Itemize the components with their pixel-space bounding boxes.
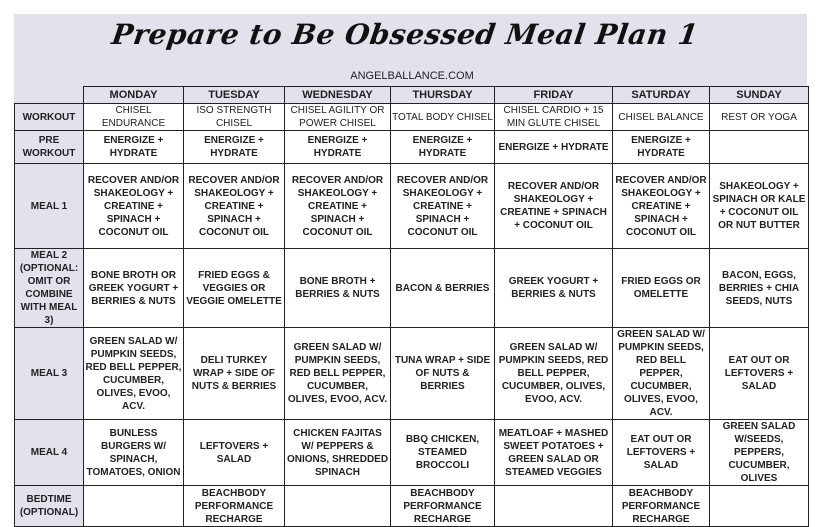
table-cell: ENERGIZE + HYDRATE xyxy=(613,131,710,164)
table-row xyxy=(15,164,809,249)
day-header-saturday: SATURDAY xyxy=(613,87,710,104)
table-cell: GREEN SALAD W/ PUMPKIN SEEDS, RED BELL PEPPER, CUCUMBER, OLIVES, EVOO, ACV. xyxy=(495,328,613,420)
table-cell: SHAKEOLOGY + SPINACH OR KALE + COCONUT OIL OR NUT BUTTER xyxy=(710,164,809,249)
corner-cell xyxy=(15,87,84,104)
table-cell: RECOVER AND/OR SHAKEOLOGY + CREATINE + SPINACH + COCONUT OIL xyxy=(285,164,391,249)
table-cell: CHISEL BALANCE xyxy=(613,104,710,131)
row-label: PRE WORKOUT xyxy=(15,131,84,164)
table-cell: BEACHBODY PERFORMANCE RECHARGE xyxy=(184,486,285,527)
table-cell: GREEK YOGURT + BERRIES & NUTS xyxy=(495,249,613,328)
table-cell: ISO STRENGTH CHISEL xyxy=(184,104,285,131)
table-row xyxy=(15,486,809,527)
table-cell: BEACHBODY PERFORMANCE RECHARGE xyxy=(613,486,710,527)
table-cell xyxy=(495,486,613,527)
table-cell xyxy=(710,486,809,527)
row-label: MEAL 4 xyxy=(15,420,84,486)
day-header-wednesday: WEDNESDAY xyxy=(285,87,391,104)
table-cell xyxy=(285,486,391,527)
day-header-monday: MONDAY xyxy=(84,87,184,104)
table-cell: REST OR YOGA xyxy=(710,104,809,131)
table-cell: EAT OUT OR LEFTOVERS + SALAD xyxy=(710,328,809,420)
table-cell: CHICKEN FAJITAS W/ PEPPERS & ONIONS, SHREDDED SPINACH xyxy=(285,420,391,486)
table-cell: EAT OUT OR LEFTOVERS + SALAD xyxy=(613,420,710,486)
table-cell: BUNLESS BURGERS W/ SPINACH, TOMATOES, ONION xyxy=(84,420,184,486)
table-cell: RECOVER AND/OR SHAKEOLOGY + CREATINE + SPINACH + COCONUT OIL xyxy=(495,164,613,249)
table-cell: ENERGIZE + HYDRATE xyxy=(285,131,391,164)
table-cell: ENERGIZE + HYDRATE xyxy=(184,131,285,164)
day-header-friday: FRIDAY xyxy=(495,87,613,104)
table-cell xyxy=(710,131,809,164)
site-credit: ANGELBALLANCE.COM xyxy=(350,70,474,82)
row-label: BEDTIME (OPTIONAL) xyxy=(15,486,84,527)
table-cell xyxy=(84,486,184,527)
table-cell: RECOVER AND/OR SHAKEOLOGY + CREATINE + SPINACH + COCONUT OIL xyxy=(184,164,285,249)
table-cell: MEATLOAF + MASHED SWEET POTATOES + GREEN SALAD OR STEAMED VEGGIES xyxy=(495,420,613,486)
table-cell: RECOVER AND/OR SHAKEOLOGY + CREATINE + SPINACH + COCONUT OIL xyxy=(84,164,184,249)
table-cell: GREEN SALAD W/SEEDS, PEPPERS, CUCUMBER, OLIVES xyxy=(710,420,809,486)
table-cell: DELI TURKEY WRAP + SIDE OF NUTS & BERRIES xyxy=(184,328,285,420)
table-cell: BACON, EGGS, BERRIES + CHIA SEEDS, NUTS xyxy=(710,249,809,328)
table-cell: BONE BROTH + BERRIES & NUTS xyxy=(285,249,391,328)
table-cell: BEACHBODY PERFORMANCE RECHARGE xyxy=(391,486,495,527)
table-cell: LEFTOVERS + SALAD xyxy=(184,420,285,486)
day-header-tuesday: TUESDAY xyxy=(184,87,285,104)
row-label: MEAL 2 (OPTIONAL: OMIT OR COMBINE WITH MEAL 3) xyxy=(15,249,84,328)
table-row xyxy=(15,420,809,486)
table-cell: FRIED EGGS OR OMELETTE xyxy=(613,249,710,328)
table-cell: FRIED EGGS & VEGGIES OR VEGGIE OMELETTE xyxy=(184,249,285,328)
table-row xyxy=(15,328,809,420)
table-cell: ENERGIZE + HYDRATE xyxy=(391,131,495,164)
day-header-sunday: SUNDAY xyxy=(710,87,809,104)
table-cell: GREEN SALAD W/ PUMPKIN SEEDS, RED BELL PEPPER, CUCUMBER, OLIVES, EVOO, ACV. xyxy=(84,328,184,420)
table-cell: GREEN SALAD W/ PUMPKIN SEEDS, RED BELL PEPPER, CUCUMBER, OLIVES, EVOO, ACV. xyxy=(613,328,710,420)
row-label: MEAL 1 xyxy=(15,164,84,249)
table-row xyxy=(15,249,809,328)
table-cell: RECOVER AND/OR SHAKEOLOGY + CREATINE + SPINACH + COCONUT OIL xyxy=(613,164,710,249)
table-cell: BBQ CHICKEN, STEAMED BROCCOLI xyxy=(391,420,495,486)
table-row xyxy=(15,131,809,164)
table-cell: CHISEL ENDURANCE xyxy=(84,104,184,131)
page-title: Prepare to Be Obsessed Meal Plan 1 xyxy=(109,18,701,51)
table-cell: TUNA WRAP + SIDE OF NUTS & BERRIES xyxy=(391,328,495,420)
day-header-row xyxy=(15,87,809,104)
table-cell: TOTAL BODY CHISEL xyxy=(391,104,495,131)
table-cell: GREEN SALAD W/ PUMPKIN SEEDS, RED BELL PEPPER, CUCUMBER, OLIVES, EVOO, ACV. xyxy=(285,328,391,420)
meal-plan-table xyxy=(14,86,809,527)
row-label: MEAL 3 xyxy=(15,328,84,420)
table-cell: CHISEL AGILITY OR POWER CHISEL xyxy=(285,104,391,131)
table-row xyxy=(15,104,809,131)
table-cell: BONE BROTH OR GREEK YOGURT + BERRIES & NUTS xyxy=(84,249,184,328)
table-cell: CHISEL CARDIO + 15 MIN GLUTE CHISEL xyxy=(495,104,613,131)
table-cell: ENERGIZE + HYDRATE xyxy=(495,131,613,164)
table-cell: RECOVER AND/OR SHAKEOLOGY + CREATINE + SPINACH + COCONUT OIL xyxy=(391,164,495,249)
table-cell: ENERGIZE + HYDRATE xyxy=(84,131,184,164)
row-label: WORKOUT xyxy=(15,104,84,131)
table-cell: BACON & BERRIES xyxy=(391,249,495,328)
day-header-thursday: THURSDAY xyxy=(391,87,495,104)
